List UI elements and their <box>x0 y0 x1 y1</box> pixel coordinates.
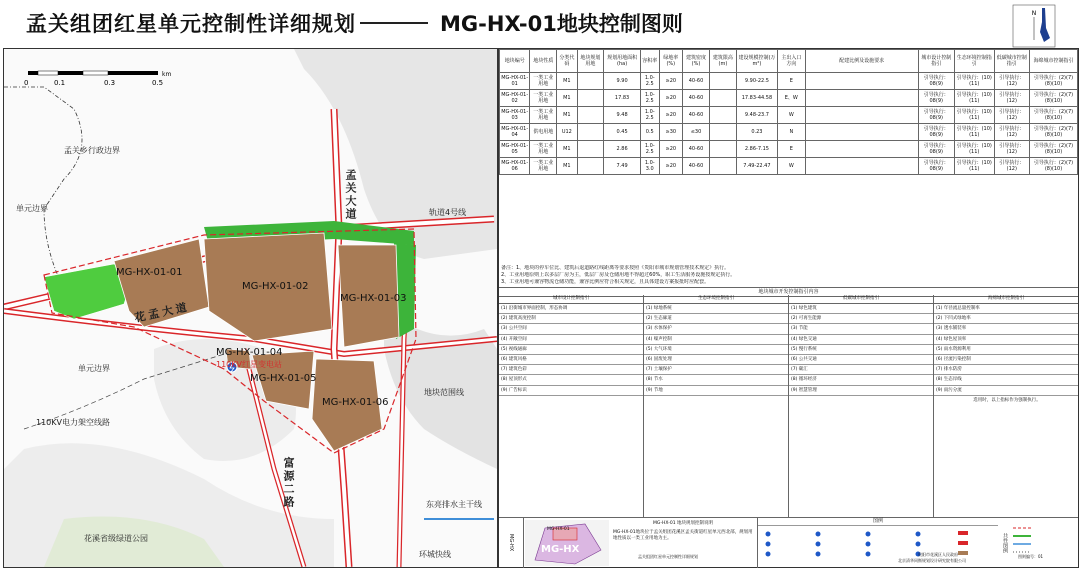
label-park: 花溪省级绿道公园 <box>84 534 148 543</box>
label-power-line: 110KV电力架空线路 <box>36 418 110 427</box>
map-canvas <box>4 49 497 567</box>
control-table-header <box>500 50 1078 73</box>
parcel-label-04: MG-HX-01-04 <box>216 347 283 358</box>
list-item: (9) 智慧管理 <box>789 386 933 396</box>
list-item: (8) 节水 <box>644 375 788 385</box>
scale-unit: km <box>162 71 172 78</box>
guide-section-title: 地块城市开发控制指引内容 <box>499 287 1078 297</box>
label-road-huameng: 花孟大道 <box>133 300 191 325</box>
title-divider <box>360 22 428 24</box>
label-unit-boundary-2: 单元边界 <box>78 364 110 373</box>
list-item: (5) 雨水资源利用 <box>934 345 1078 355</box>
sign-project: 孟关组团红星单元控制性详细规划 <box>638 554 698 559</box>
control-panel <box>498 48 1079 568</box>
control-table <box>499 49 1078 255</box>
parcel-label-02: MG-HX-01-02 <box>242 281 309 292</box>
parcel-label-03: MG-HX-01-03 <box>340 293 407 304</box>
guide-column-urban <box>499 295 644 517</box>
note-line: 2、工业用地原则上以多层厂房为主，低层厂房及仓储用地不得超过60%，职工生活服务设施按规定执行。 <box>501 272 736 278</box>
th-sponge: 海绵城市控制指引 <box>1030 50 1078 73</box>
label-drainage: 东亮排水主干线 <box>426 500 482 509</box>
table-row: MG-HX-01-03 一类工业用地 M1 9.48 1.0-2.5 ≥20 40-60 9.48-23.7 W 引导执行：08(9) 引导执行：(10)(11) 引导执行：(12) 引导执行：(2)(7)(8)(10) <box>500 107 1078 124</box>
list-item: (6) 径流污染控制 <box>934 355 1078 365</box>
signature-strip <box>498 552 1079 571</box>
list-item: (3) 水体保护 <box>644 324 788 334</box>
list-item: (3) 公共空间 <box>499 324 643 334</box>
title-bar <box>0 0 1080 46</box>
location-side-label: MG-HX <box>499 518 524 568</box>
list-item: (9) 节地 <box>644 386 788 396</box>
list-item: (5) 慢行系统 <box>789 345 933 355</box>
guide-column-eco <box>644 295 789 517</box>
th-planned-use: 地块规划用地 <box>577 50 604 73</box>
table-row-blank <box>500 175 1078 256</box>
compass-label: N <box>1031 10 1037 17</box>
list-item: (1) 年径流总量控制率 <box>934 304 1078 314</box>
list-item: (2) 可再生能源 <box>789 314 933 324</box>
th-green: 绿地率(%) <box>659 50 682 73</box>
legend-side-label: 共性图例 <box>1002 533 1008 553</box>
location-title: MG-HX-01 地块规划控制说明 <box>652 521 713 526</box>
sign-number: 图则编号：01 <box>1018 554 1044 559</box>
guide-col-title: 海绵城市控制指引 <box>934 295 1078 304</box>
table-row: MG-HX-01-02 一类工业用地 M1 17.83 1.0-2.5 ≥20 40-60 17.83-44.58 E、W 引导执行：08(9) 引导执行：(10)(11) 引导执行：(12) 引导执行：(2)(7)(8)(10) <box>500 90 1078 107</box>
parcel-label-05: MG-HX-01-05 <box>250 373 317 384</box>
guide-col-title: 低碳城市控制指引 <box>789 295 933 304</box>
list-item: (1) 绿色建筑 <box>789 304 933 314</box>
bottom-section <box>499 517 1078 568</box>
parcel-label-01: MG-HX-01-01 <box>116 267 183 278</box>
guide-col-title: 城市设计控制指引 <box>499 295 643 304</box>
location-desc: MG-HX-01地块位于孟关组团花溪区孟关街道红星单元西北部，规划用地性质以一类工业用地为主。 <box>613 530 753 541</box>
th-area: 规划用地面积(ha) <box>604 50 641 73</box>
list-item: (5) 大气环境 <box>644 345 788 355</box>
note-line: 备注：1、地块的停车位比、建筑后退道路红线距离等要求按照《贵阳市城市规划管理技术规定》执行。 <box>501 265 730 271</box>
list-item: (2) 下凹式绿地率 <box>934 314 1078 324</box>
label-substation: 110KV红星变电站 <box>216 360 282 369</box>
label-road-mengguan: 孟关大道 <box>344 169 357 221</box>
th-eco: 生态环境控制指引 <box>954 50 994 73</box>
list-item: (8) 循环经济 <box>789 375 933 385</box>
list-item: (6) 公共交通 <box>789 355 933 365</box>
sign-org1: 贵阳市花溪区人民政府 <box>918 552 958 557</box>
list-item: (4) 绿色屋顶率 <box>934 335 1078 345</box>
list-item: (6) 固废处理 <box>644 355 788 365</box>
label-transit: 轨道4号线 <box>429 208 467 217</box>
scale-tick-2: 0.3 <box>104 79 116 87</box>
location-area-label: MG-HX <box>541 544 580 555</box>
table-row: MG-HX-01-05 一类工业用地 M1 2.86 1.0-2.5 ≥20 40-60 2.86-7.15 E 引导执行：08(9) 引导执行：(10)(11) 引导执行：(12) 引导执行：(2)(7)(8)(10) <box>500 141 1078 158</box>
list-item: (5) 视线通廊 <box>499 345 643 355</box>
th-entrance: 主出入口方向 <box>778 50 806 73</box>
scale-tick-0: 0 <box>24 79 29 87</box>
th-nature: 地块性质 <box>530 50 557 73</box>
label-boundary-line: 地块范围线 <box>424 388 464 397</box>
th-urban-design: 城市设计控制指引 <box>918 50 954 73</box>
list-item: (7) 碳汇 <box>789 365 933 375</box>
list-item: (1) 绿地系统 <box>644 304 788 314</box>
th-parcel-id: 地块编号 <box>500 50 530 73</box>
guide-column-lowcarbon <box>789 295 934 517</box>
list-item: (3) 透水铺装率 <box>934 324 1078 334</box>
list-item: (8) 屋顶形式 <box>499 375 643 385</box>
list-item: (8) 生态岸线 <box>934 375 1078 385</box>
list-item: (6) 建筑风格 <box>499 355 643 365</box>
list-item: (9) 雨污分流 <box>934 386 1078 396</box>
th-density: 建筑密度(%) <box>682 50 709 73</box>
parcel-map <box>3 48 498 568</box>
label-road-fuyuan: 富源二路 <box>282 457 295 509</box>
drawing-title: MG-HX-01地块控制图则 <box>440 12 683 36</box>
notes <box>501 265 1076 286</box>
parcel-label-06: MG-HX-01-06 <box>322 397 389 408</box>
th-height: 建筑限高(m) <box>710 50 737 73</box>
note-line: 3、工业用地可兼容物流仓储功能，兼容比例应符合相关规定，且具体建设方案报批时应配套。 <box>501 279 710 285</box>
list-item: (7) 建筑色彩 <box>499 365 643 375</box>
table-row: MG-HX-01-06 一类工业用地 M1 7.49 1.0-3.0 ≥20 40-60 7.49-22.47 W 引导执行：08(9) 引导执行：(10)(11) 引导执行：(12) 引导执行：(2)(7)(8)(10) <box>500 158 1078 175</box>
list-item: (3) 节能 <box>789 324 933 334</box>
list-item: (4) 噪声控制 <box>644 335 788 345</box>
scale-tick-3: 0.5 <box>152 79 164 87</box>
compass-icon <box>1012 4 1056 48</box>
guide-column-sponge <box>934 295 1078 517</box>
guide-col-title: 生态环境控制指引 <box>644 295 788 304</box>
label-township-boundary: 孟关乡行政边界 <box>64 146 120 155</box>
th-lowcarbon: 低碳城市控制指引 <box>994 50 1030 73</box>
table-row: MG-HX-01-04 供电用地 U12 0.45 0.5 ≥30 ≤30 0.23 N 引导执行：08(9) 引导执行：(10)(11) 引导执行：(12) 引导执行：(2)(7)(8)(10) <box>500 124 1078 141</box>
legend-title: 图例 <box>758 518 998 526</box>
th-scale: 建设规模控制(万m²) <box>736 50 777 73</box>
th-code: 分类代码 <box>557 50 577 73</box>
scale-tick-1: 0.1 <box>54 79 66 87</box>
th-facilities: 配建比例及设施要求 <box>805 50 918 73</box>
location-parcel-label: MG-HX-01 <box>547 527 570 532</box>
label-unit-boundary: 单元边界 <box>16 204 48 213</box>
list-item: (4) 绿色交通 <box>789 335 933 345</box>
guide-footnote: 选用时，以上指标作为强制执行。 <box>973 397 1041 403</box>
th-far: 容积率 <box>640 50 659 73</box>
list-item: (4) 开敞空间 <box>499 335 643 345</box>
list-item: (1) 沿街城市界面控制，形态协调 <box>499 304 643 314</box>
list-item: (7) 土壤保护 <box>644 365 788 375</box>
table-row: MG-HX-01-01 一类工业用地 M1 9.90 1.0-2.5 ≥20 40-60 9.90-22.5 E 引导执行：08(9) 引导执行：(10)(11) 引导执行：(12) 引导执行：(2)(7)(8)(10) <box>500 73 1078 90</box>
list-item: (9) 广告标识 <box>499 386 643 396</box>
plan-title: 孟关组团红星单元控制性详细规划 <box>26 12 356 36</box>
list-item: (2) 生态廊道 <box>644 314 788 324</box>
list-item: (2) 建筑高度控制 <box>499 314 643 324</box>
sign-org2: 北京清华同衡规划设计研究院有限公司 <box>898 558 966 563</box>
label-ring-road: 环城快线 <box>419 550 451 559</box>
list-item: (7) 排水防涝 <box>934 365 1078 375</box>
